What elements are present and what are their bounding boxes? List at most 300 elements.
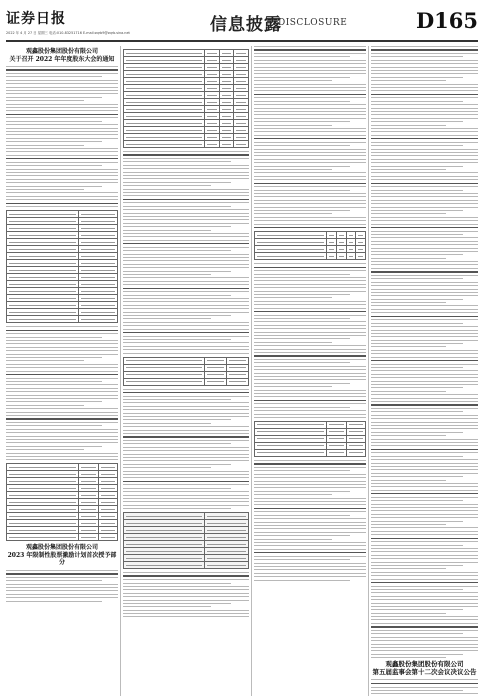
text-line: [123, 308, 249, 309]
table-cell: [346, 435, 365, 442]
table-row: [124, 50, 249, 57]
text-line: [6, 117, 118, 118]
column-1: [6, 46, 118, 696]
table-cell: [79, 239, 118, 246]
text-line: [123, 250, 231, 251]
text-line: [371, 231, 478, 232]
text-line: [254, 304, 366, 305]
text-line: [371, 630, 478, 631]
table-cell: [346, 232, 356, 239]
text-line: [254, 63, 366, 64]
text-line: [371, 521, 463, 522]
text-line: [371, 613, 446, 614]
text-line: [6, 580, 102, 581]
text-line: [371, 486, 478, 487]
text-line: [123, 349, 249, 350]
text-line: [123, 419, 231, 420]
text-line: [371, 432, 463, 433]
table-row: [7, 211, 118, 218]
table-cell: [234, 78, 249, 85]
table-cell: [7, 471, 79, 478]
table-row: [7, 316, 118, 323]
text-line: [6, 371, 118, 372]
table-cell: [79, 527, 98, 534]
text-line: [123, 389, 249, 390]
text-line: [123, 457, 249, 458]
text-line: [371, 131, 478, 132]
text-line: [123, 298, 249, 299]
text-line: [371, 463, 478, 464]
text-line: [254, 270, 366, 271]
text-line: [123, 399, 231, 400]
table-row: [124, 64, 249, 71]
text-line: [254, 108, 366, 109]
text-line: [254, 118, 366, 119]
text-line: [254, 566, 366, 567]
text-line: [123, 195, 249, 196]
text-line: [123, 209, 249, 210]
text-line: [371, 442, 478, 443]
text-line: [6, 391, 118, 392]
text-line: [123, 178, 249, 179]
table-cell: [79, 211, 118, 218]
table-cell: [227, 364, 249, 371]
text-line: [254, 400, 366, 401]
text-line: [254, 311, 366, 312]
text-line: [371, 271, 478, 272]
text-line: [371, 404, 478, 405]
text-line: [254, 417, 366, 418]
text-line: [371, 370, 478, 371]
text-line: [254, 407, 350, 408]
text-line: [371, 319, 478, 320]
table-cell: [205, 85, 220, 92]
text-line: [254, 414, 366, 415]
table-cell: [205, 527, 249, 534]
text-line: [123, 158, 249, 159]
text-line: [371, 63, 478, 64]
table-cell: [79, 506, 98, 513]
table-cell: [7, 218, 79, 225]
text-line: [371, 73, 478, 74]
text-line: [371, 248, 478, 249]
text-line: [123, 572, 249, 573]
text-line: [6, 442, 118, 443]
table-row: [124, 85, 249, 92]
text-line: [123, 454, 249, 455]
text-line: [254, 501, 366, 502]
text-line: [123, 192, 249, 193]
text-line: [371, 679, 478, 680]
text-line: [371, 207, 478, 208]
table-cell: [124, 562, 205, 569]
text-line: [254, 80, 332, 81]
table-row: [124, 520, 249, 527]
table-cell: [219, 141, 234, 148]
text-line: [6, 422, 118, 423]
table-cell: [227, 357, 249, 364]
text-line: [371, 435, 446, 436]
text-line: [123, 346, 249, 347]
text-line: [254, 155, 366, 156]
text-line: [254, 90, 366, 91]
text-line: [371, 350, 478, 351]
table-row: [124, 527, 249, 534]
table-cell: [346, 442, 365, 449]
text-line: [371, 466, 478, 467]
table-cell: [7, 316, 79, 323]
table-row: [7, 534, 118, 541]
text-line: [6, 69, 118, 70]
table-cell: [79, 232, 118, 239]
text-line: [371, 166, 463, 167]
text-line: [123, 477, 249, 478]
text-line: [6, 357, 102, 358]
table-row: [124, 548, 249, 555]
table-cell: [227, 378, 249, 385]
text-line: [371, 224, 478, 225]
text-line: [254, 159, 366, 160]
text-line: [123, 491, 249, 492]
text-line: [371, 439, 478, 440]
text-line: [6, 151, 118, 152]
text-line: [254, 301, 366, 302]
text-line: [254, 176, 366, 177]
text-line: [254, 277, 366, 278]
text-line: [123, 610, 249, 611]
text-line: [371, 149, 478, 150]
text-line: [123, 336, 249, 337]
text-line: [371, 422, 478, 423]
text-line: [371, 162, 478, 163]
text-line: [371, 626, 478, 627]
text-line: [371, 504, 478, 505]
text-line: [254, 73, 366, 74]
table-cell: [7, 232, 79, 239]
table-cell: [124, 378, 205, 385]
text-line: [254, 515, 350, 516]
text-line: [254, 267, 366, 268]
text-line: [6, 192, 118, 193]
text-line: [254, 321, 366, 322]
text-line: [254, 121, 350, 122]
text-line: [123, 202, 249, 203]
table-row: [124, 555, 249, 562]
text-line: [371, 534, 478, 535]
text-line: [6, 189, 84, 190]
text-line: [254, 352, 366, 353]
table-cell: [336, 232, 346, 239]
text-line: [254, 87, 366, 88]
text-line: [6, 138, 118, 139]
text-line: [371, 278, 463, 279]
table-cell: [7, 274, 79, 281]
text-line: [254, 359, 366, 360]
text-line: [6, 378, 118, 379]
table-cell: [227, 371, 249, 378]
table-cell: [7, 295, 79, 302]
text-line: [6, 83, 118, 84]
text-line: [371, 67, 478, 68]
text-line: [254, 511, 366, 512]
text-line: [123, 172, 249, 173]
text-line: [371, 295, 478, 296]
text-line: [123, 495, 249, 496]
table-cell: [79, 295, 118, 302]
table-cell: [98, 464, 117, 471]
text-line: [371, 647, 478, 648]
text-line: [123, 230, 211, 231]
text-line: [371, 387, 463, 388]
table-cell: [98, 471, 117, 478]
table-cell: [124, 113, 205, 120]
text-line: [371, 125, 446, 126]
text-line: [371, 138, 478, 139]
text-line: [123, 301, 249, 302]
table-cell: [124, 357, 205, 364]
text-line: [254, 528, 366, 529]
text-line: [371, 367, 463, 368]
table-cell: [205, 371, 227, 378]
text-line: [123, 271, 231, 272]
text-line: [254, 94, 366, 95]
text-line: [371, 398, 478, 399]
body-text: [123, 389, 249, 510]
text-line: [371, 169, 446, 170]
text-line: [6, 326, 118, 327]
table-cell: [98, 506, 117, 513]
text-line: [6, 203, 118, 204]
text-line: [123, 312, 249, 313]
text-line: [6, 179, 118, 180]
table-cell: [205, 513, 249, 520]
text-line: [123, 396, 249, 397]
text-line: [371, 456, 463, 457]
text-line: [6, 412, 118, 413]
table-cell: [79, 218, 118, 225]
text-line: [254, 559, 350, 560]
section-title: 信息披露: [210, 15, 282, 35]
table-cell: [327, 421, 346, 428]
text-line: [371, 589, 463, 590]
text-line: [371, 545, 463, 546]
column-3: [254, 46, 366, 696]
table-cell: [124, 92, 205, 99]
table-row: [7, 232, 118, 239]
text-line: [123, 240, 249, 241]
table-row: [124, 141, 249, 148]
table-cell: [234, 57, 249, 64]
text-line: [371, 411, 463, 412]
text-line: [371, 244, 478, 245]
text-line: [123, 416, 249, 417]
text-line: [123, 436, 249, 437]
text-line: [371, 524, 446, 525]
text-line: [6, 165, 102, 166]
text-line: [6, 340, 118, 341]
text-line: [371, 568, 446, 569]
text-line: [6, 360, 84, 361]
table-cell: [98, 485, 117, 492]
column-divider: [251, 46, 252, 696]
text-line: [254, 504, 366, 505]
body-text: [123, 151, 249, 354]
text-line: [371, 292, 478, 293]
table-cell: [124, 520, 205, 527]
table-row: [7, 492, 118, 499]
text-line: [123, 254, 249, 255]
text-line: [371, 599, 478, 600]
table-row: [124, 120, 249, 127]
text-line: [254, 477, 366, 478]
table-cell: [7, 485, 79, 492]
text-line: [123, 154, 249, 155]
body-text: [6, 66, 118, 207]
text-line: [254, 569, 366, 570]
text-line: [6, 347, 118, 348]
text-line: [254, 227, 366, 228]
table-cell: [205, 127, 220, 134]
text-line: [123, 260, 249, 261]
table-cell: [255, 232, 327, 239]
text-line: [371, 111, 478, 112]
text-line: [6, 432, 118, 433]
text-line: [123, 325, 249, 326]
text-line: [254, 104, 366, 105]
text-line: [371, 418, 478, 419]
text-line: [254, 213, 332, 214]
text-line: [371, 449, 478, 450]
data-table: [123, 357, 249, 386]
text-line: [371, 94, 478, 95]
text-line: [371, 302, 446, 303]
table-row: [255, 442, 366, 449]
table-cell: [79, 316, 118, 323]
text-line: [254, 498, 366, 499]
text-line: [6, 158, 118, 159]
text-line: [123, 165, 249, 166]
text-line: [6, 418, 118, 419]
text-line: [371, 142, 478, 143]
data-table: [6, 210, 118, 323]
text-line: [6, 429, 118, 430]
text-line: [6, 145, 84, 146]
text-line: [254, 481, 366, 482]
text-line: [371, 135, 478, 136]
text-line: [371, 87, 478, 88]
text-line: [254, 284, 366, 285]
text-line: [371, 377, 478, 378]
text-line: [123, 589, 249, 590]
table-row: [7, 302, 118, 309]
text-line: [254, 149, 366, 150]
table-row: [124, 78, 249, 85]
table-row: [124, 134, 249, 141]
text-line: [254, 335, 366, 336]
table-cell: [124, 64, 205, 71]
text-line: [371, 565, 463, 566]
text-line: [371, 507, 478, 508]
text-line: [123, 508, 231, 509]
table-row: [124, 562, 249, 569]
table-row: [7, 281, 118, 288]
table-cell: [205, 141, 220, 148]
text-line: [371, 220, 478, 221]
table-cell: [234, 92, 249, 99]
text-line: [123, 467, 211, 468]
text-line: [254, 162, 366, 163]
table-row: [7, 478, 118, 485]
table-cell: [124, 555, 205, 562]
text-line: [371, 650, 478, 651]
text-line: [254, 274, 350, 275]
text-line: [254, 172, 366, 173]
text-line: [254, 470, 350, 471]
table-cell: [124, 120, 205, 127]
text-line: [371, 196, 478, 197]
table-cell: [7, 309, 79, 316]
text-line: [123, 161, 231, 162]
text-line: [254, 101, 350, 102]
text-line: [371, 644, 478, 645]
table-cell: [124, 364, 205, 371]
text-line: [371, 381, 478, 382]
table-cell: [219, 113, 234, 120]
table-cell: [327, 232, 337, 239]
text-line: [254, 142, 366, 143]
text-line: [371, 346, 446, 347]
text-line: [371, 326, 478, 327]
text-line: [371, 541, 478, 542]
text-line: [123, 216, 249, 217]
table-row: [7, 239, 118, 246]
text-line: [371, 690, 463, 691]
text-line: [123, 443, 231, 444]
table-row: [7, 513, 118, 520]
masthead-rule: [6, 40, 478, 42]
table-row: [124, 378, 249, 385]
text-line: [254, 70, 366, 71]
text-line: [371, 159, 478, 160]
text-line: [371, 548, 478, 549]
text-line: [371, 428, 478, 429]
table-cell: [79, 225, 118, 232]
table-cell: [124, 57, 205, 64]
table-row: [124, 371, 249, 378]
body-text: [123, 572, 249, 617]
text-line: [371, 275, 478, 276]
text-line: [254, 338, 350, 339]
table-row: [7, 288, 118, 295]
table-row: [124, 513, 249, 520]
text-line: [371, 340, 478, 341]
table-cell: [98, 478, 117, 485]
text-line: [6, 114, 118, 115]
text-line: [371, 582, 478, 583]
table-cell: [205, 555, 249, 562]
text-line: [371, 596, 478, 597]
text-line: [371, 152, 478, 153]
table-cell: [7, 506, 79, 513]
text-line: [371, 619, 478, 620]
text-line: [371, 213, 446, 214]
text-line: [6, 436, 118, 437]
table-row: [7, 485, 118, 492]
notice-headline: [6, 544, 118, 567]
text-line: [371, 391, 446, 392]
table-row: [124, 113, 249, 120]
text-line: [123, 223, 249, 224]
